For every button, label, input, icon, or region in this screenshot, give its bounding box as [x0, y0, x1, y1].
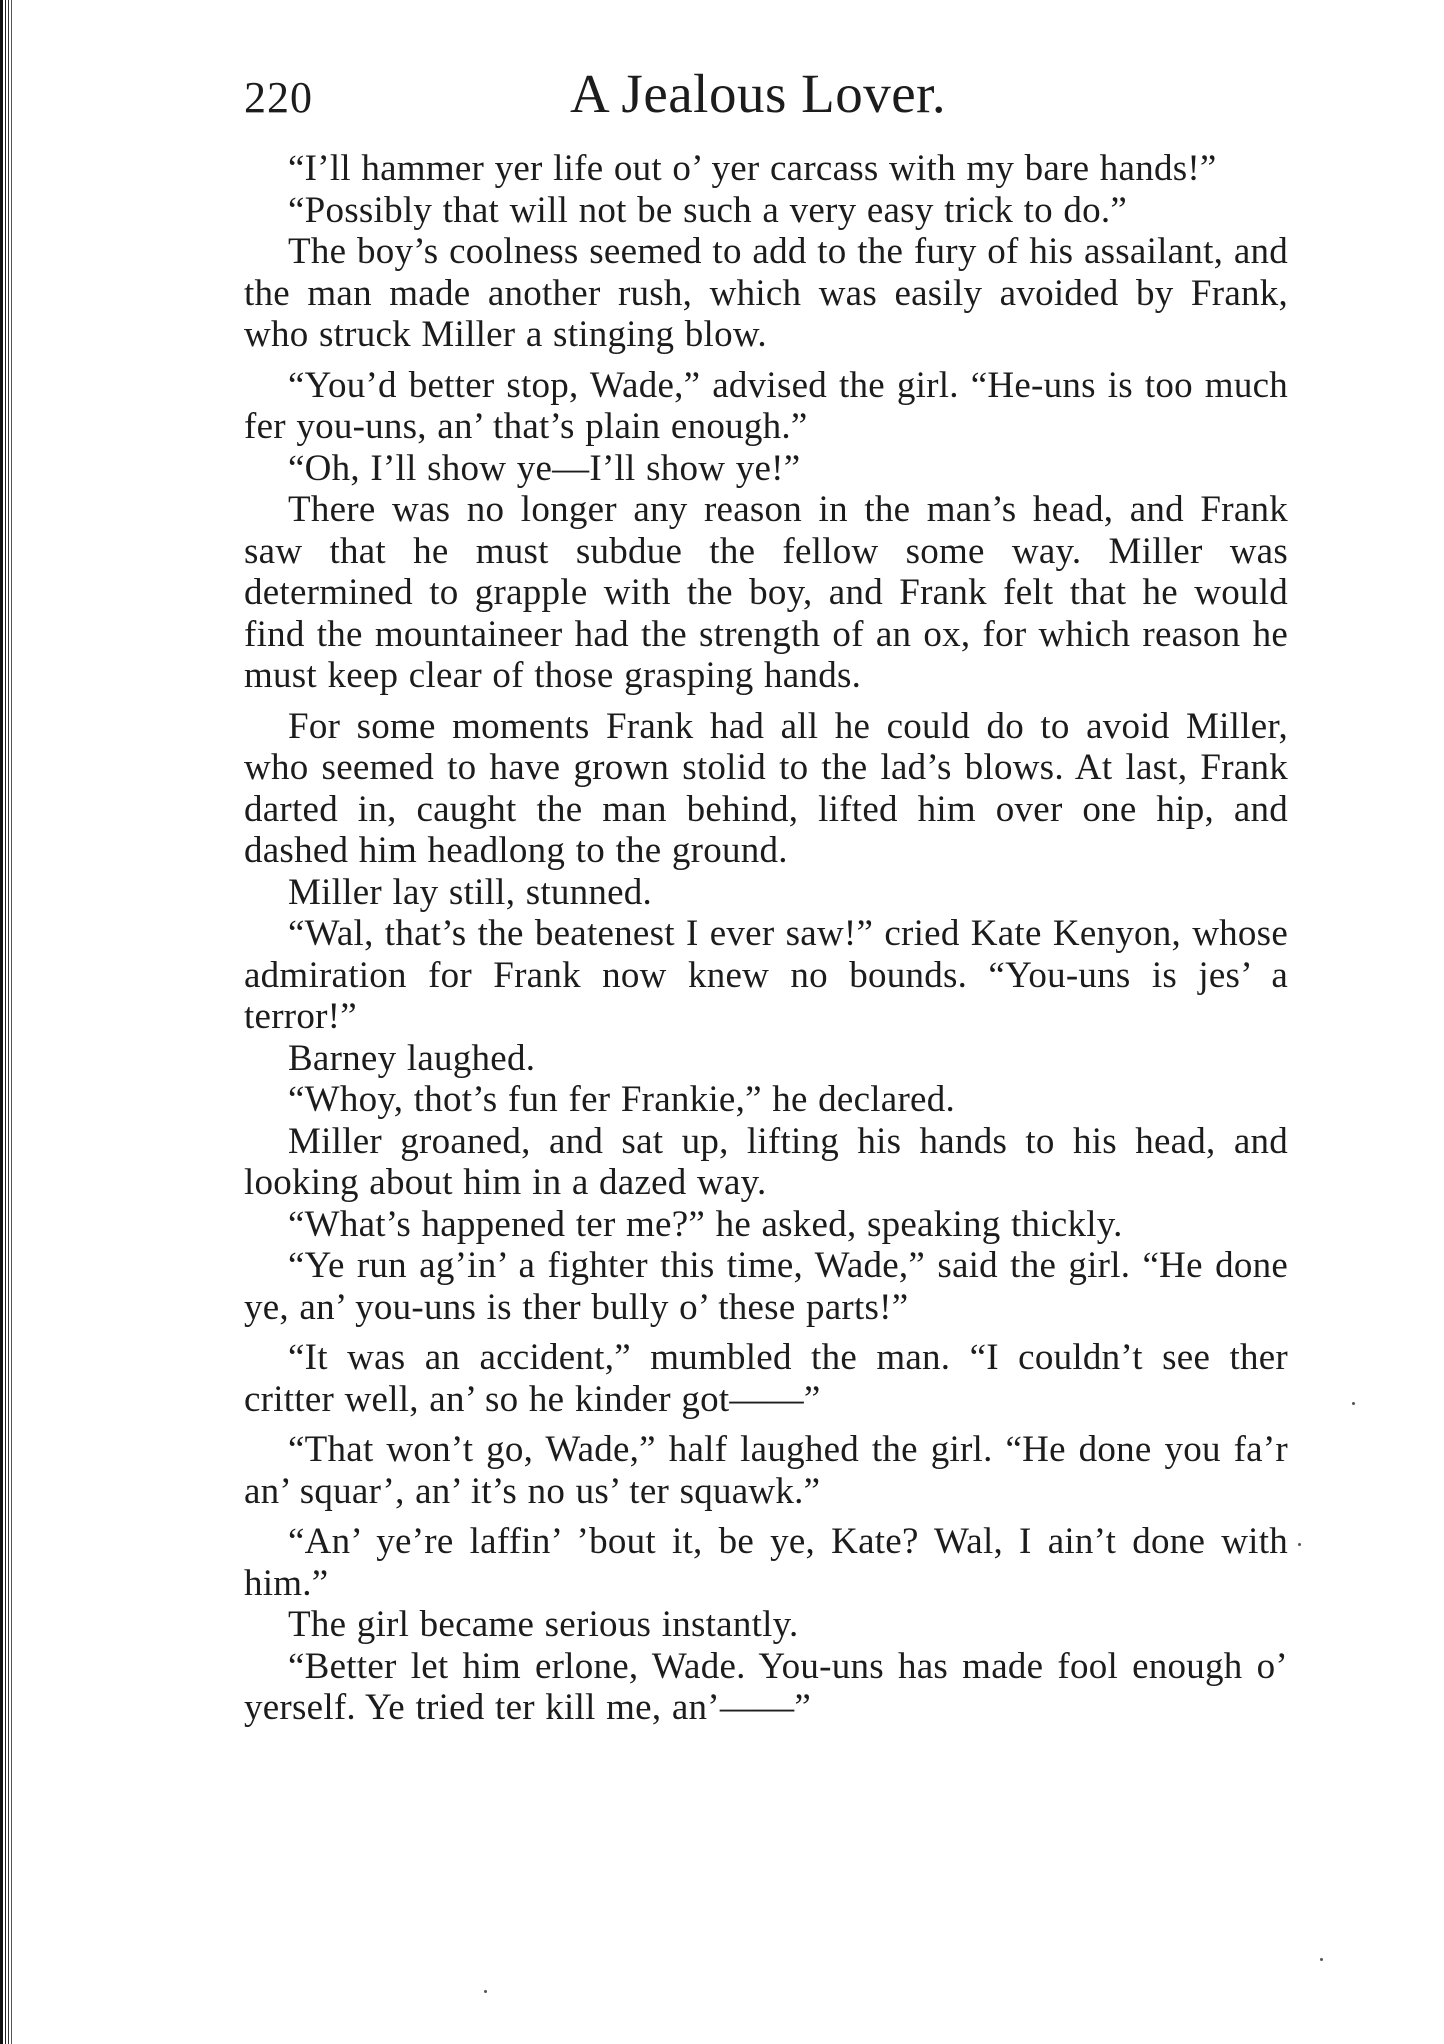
paragraph: “That won’t go, Wade,” half laughed the girl. “He done you fa’r an’ squar’, an’ it’s no us’ ter squawk.”	[244, 1429, 1288, 1512]
paragraph: “An’ ye’re laffin’ ’bout it, be ye, Kate? Wal, I ain’t done with him.”	[244, 1521, 1288, 1604]
paragraph: The boy’s coolness seemed to add to the fury of his assailant, and the man made another rush, which was easily avoided by Frank, who struck Miller a stinging blow.	[244, 231, 1288, 355]
paragraph: “Wal, that’s the beatenest I ever saw!” cried Kate Kenyon, whose admiration for Frank now knew no bounds. “You-uns is jes’ a terror!”	[244, 913, 1288, 1037]
book-gutter-edge	[0, 0, 16, 2044]
paper-speck	[1320, 1958, 1323, 1961]
paper-speck	[484, 1990, 487, 1993]
paragraph: “I’ll hammer yer life out o’ yer carcass with my bare hands!”	[288, 148, 1217, 189]
paper-speck	[1352, 1402, 1355, 1405]
paragraph: The girl became serious instantly.	[288, 1604, 799, 1645]
paragraph: “You’d better stop, Wade,” advised the girl. “He-uns is too much fer you-uns, an’ that’s plain enough.”	[244, 364, 1288, 447]
paragraph: Miller groaned, and sat up, lifting his hands to his head, and looking about him in a dazed way.	[244, 1120, 1288, 1203]
paragraph: “Ye run ag’in’ a fighter this time, Wade,” said the girl. “He done ye, an’ you-uns is ther bully o’ these parts!”	[244, 1245, 1288, 1328]
paragraph: “It was an accident,” mumbled the man. “I couldn’t see ther critter well, an’ so he kinder got——”	[244, 1337, 1288, 1420]
paragraph: “Better let him erlone, Wade. You-uns has made fool enough o’ yerself. Ye tried ter kill me, an’——”	[244, 1645, 1288, 1728]
paragraph: Barney laughed.	[288, 1037, 536, 1079]
paragraph: “What’s happened ter me?” he asked, speaking thickly.	[288, 1203, 1123, 1245]
page-title: A Jealous Lover.	[570, 63, 947, 124]
paragraph: “Oh, I’ll show ye—I’ll show ye!”	[288, 447, 801, 489]
paper-speck	[1298, 1543, 1301, 1546]
running-head	[244, 64, 1288, 134]
page-number: 220	[244, 73, 313, 122]
paragraph: “Possibly that will not be such a very easy trick to do.”	[288, 189, 1128, 231]
paragraph: For some moments Frank had all he could do to avoid Miller, who seemed to have grown stolid to the lad’s blows. At last, Frank darted in, caught the man behind, lifted him over one hip, and dashed him headlong to the ground.	[244, 705, 1288, 871]
body-text	[244, 148, 1288, 1729]
paragraph: Miller lay still, stunned.	[288, 871, 653, 913]
paragraph: There was no longer any reason in the man’s head, and Frank saw that he must subdue the fellow some way. Miller was determined to grapple with the boy, and Frank felt that he would find the mountaineer had the strength of an ox, for which reason he must keep clear of those grasping hands.	[244, 489, 1288, 696]
paragraph: “Whoy, thot’s fun fer Frankie,” he declared.	[288, 1079, 955, 1120]
